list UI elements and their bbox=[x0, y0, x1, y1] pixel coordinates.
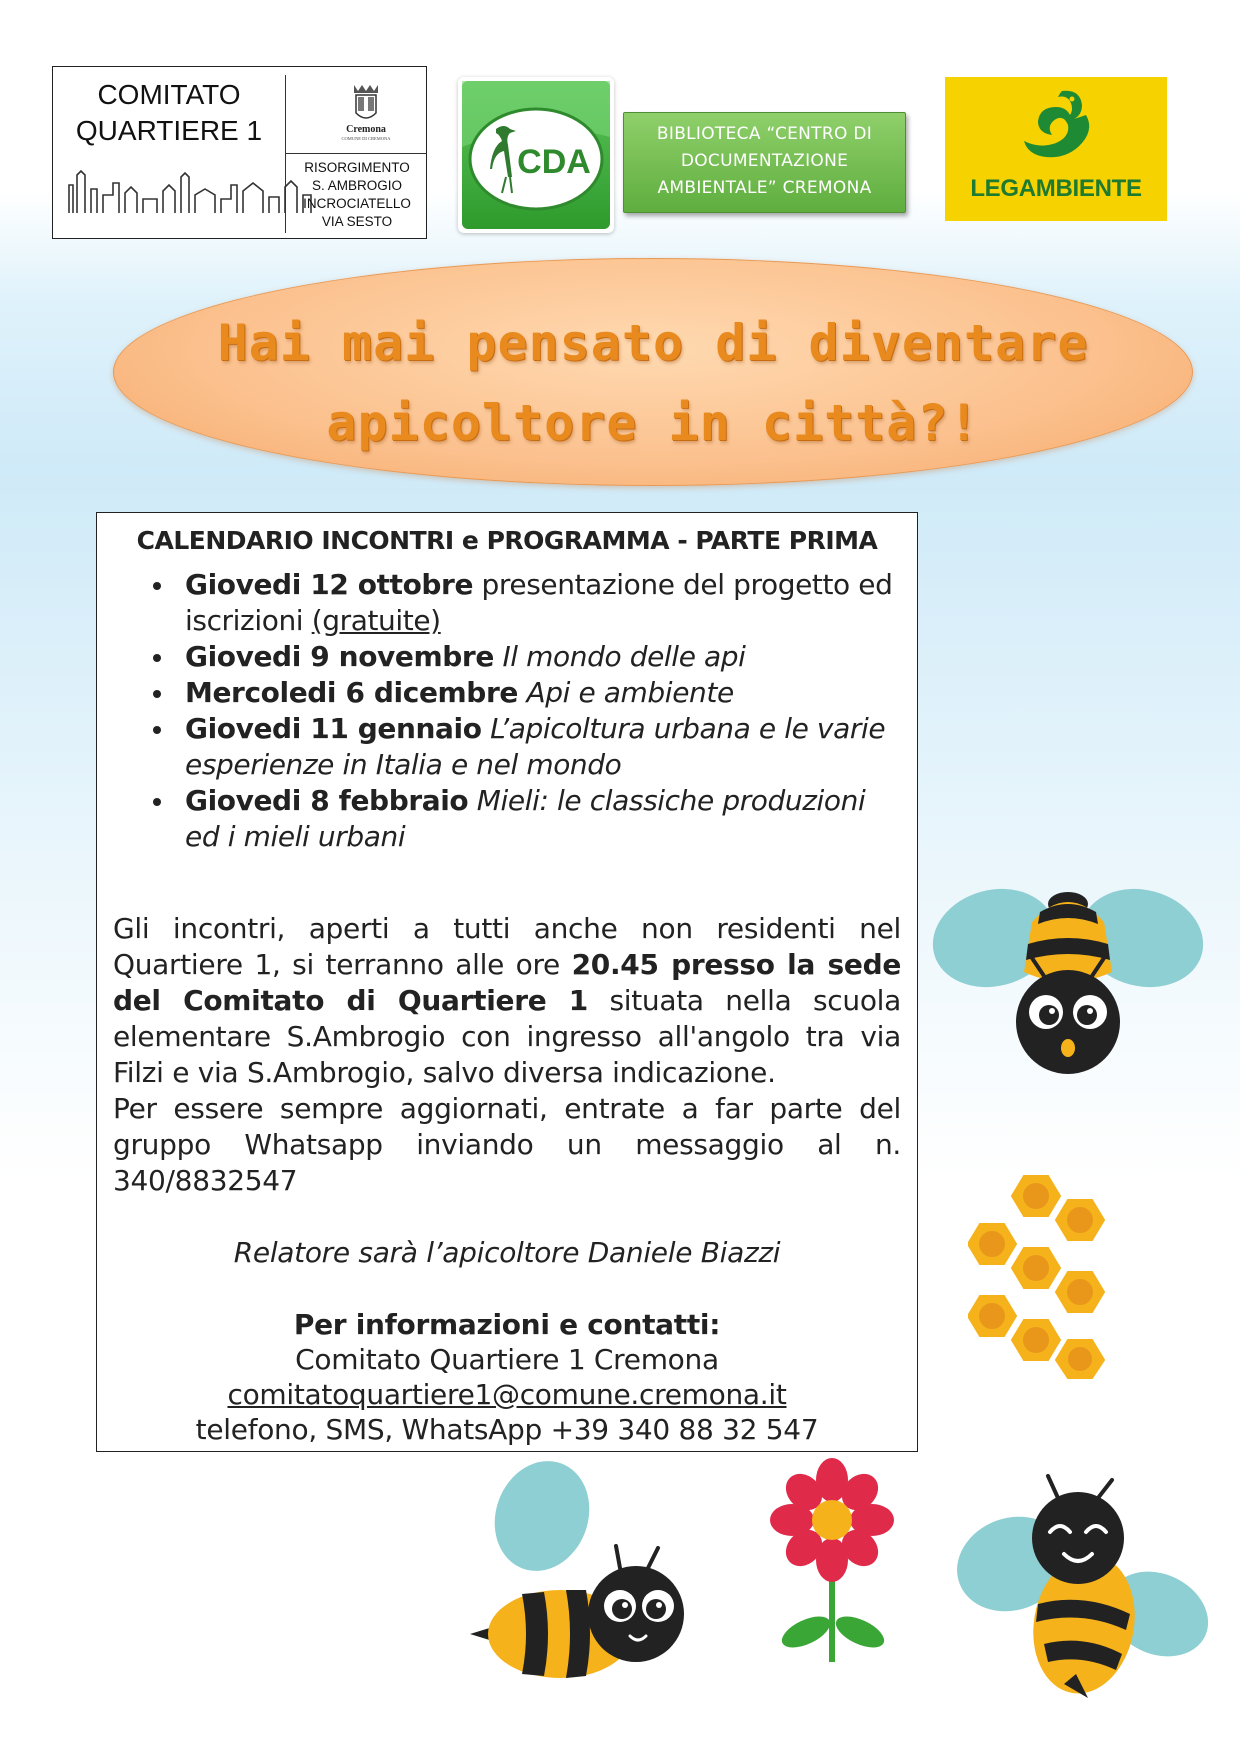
divider bbox=[285, 153, 427, 154]
headline-banner bbox=[113, 258, 1193, 486]
contacts-block bbox=[113, 1307, 901, 1447]
meeting-topic: L’apicoltura urbana e le varie esperienze in Italia e nel mondo bbox=[185, 712, 886, 781]
cda-logo bbox=[458, 77, 614, 233]
committee-logo bbox=[52, 66, 427, 239]
contacts-heading: Per informazioni e contatti: bbox=[293, 1308, 721, 1341]
cda-label: CDA bbox=[517, 143, 591, 181]
headline-text: Hai mai pensato di diventare apicoltore in città?! bbox=[217, 314, 1089, 452]
legambiente-label: LEGAMBIENTE bbox=[970, 175, 1142, 202]
list-item bbox=[185, 567, 901, 639]
list-item bbox=[185, 675, 901, 711]
legambiente-logo bbox=[945, 77, 1167, 221]
swan-icon bbox=[1016, 85, 1098, 167]
meeting-date: Giovedi 11 gennaio bbox=[185, 712, 482, 745]
meeting-date: Giovedi 8 febbraio bbox=[185, 784, 469, 817]
city-crest-icon bbox=[334, 81, 398, 143]
crest-city: Cremona bbox=[346, 124, 386, 135]
whatsapp-paragraph: Per essere sempre aggiornati, entrate a far parte del gruppo Whatsapp inviando un messaggio al n. 340/8832547 bbox=[113, 1092, 901, 1197]
library-label: BIBLIOTECA “CENTRO DI DOCUMENTAZIONE AMBIENTALE” CREMONA bbox=[623, 112, 906, 213]
meeting-topic: Api e ambiente bbox=[526, 676, 734, 709]
meeting-date: Giovedi 12 ottobre bbox=[185, 568, 474, 601]
meeting-topic: Il mondo delle api bbox=[502, 640, 746, 673]
crest-sub: COMUNE DI CREMONA bbox=[341, 136, 391, 141]
list-item bbox=[185, 783, 901, 855]
honeycomb-icon bbox=[968, 1172, 1130, 1380]
contacts-org: Comitato Quartiere 1 Cremona bbox=[295, 1343, 719, 1376]
flower-icon bbox=[768, 1456, 898, 1666]
bee-icon bbox=[928, 852, 1210, 1088]
meeting-topic: Mieli: le classiche produzioni ed i mieli urbani bbox=[185, 784, 866, 853]
info-box bbox=[96, 512, 918, 1452]
contacts-phone: telefono, SMS, WhatsApp +39 340 88 32 547 bbox=[195, 1413, 819, 1446]
schedule-list bbox=[113, 567, 901, 855]
paragraph-emphasis: 20.45 presso la sede del Comitato di Quartiere 1 bbox=[113, 948, 902, 1017]
paragraph-text: situata nella scuola elementare S.Ambrogio con ingresso all'angolo tra via Filzi e via S.Ambrogio, salvo diversa indicazione. bbox=[113, 984, 901, 1089]
list-item bbox=[185, 711, 901, 783]
meeting-text: presentazione del progetto ed iscrizioni bbox=[185, 568, 893, 637]
committee-area: RISORGIMENTO S. AMBROGIO INCROCIATELLO VIA SESTO bbox=[303, 160, 411, 229]
paragraph-text: Gli incontri, aperti a tutti anche non residenti nel Quartiere 1, si terranno alle ore bbox=[113, 912, 901, 981]
bee-icon bbox=[954, 1464, 1212, 1700]
list-item bbox=[185, 639, 901, 675]
schedule-heading: CALENDARIO INCONTRI e PROGRAMMA - PARTE PRIMA bbox=[136, 526, 878, 555]
meeting-date: Giovedi 9 novembre bbox=[185, 640, 494, 673]
speaker-line: Relatore sarà l’apicoltore Daniele Biazzi bbox=[233, 1236, 781, 1269]
contacts-email-link[interactable]: comitatoquartiere1@comune.cremona.it bbox=[227, 1378, 787, 1411]
meeting-note: (gratuite) bbox=[311, 604, 441, 637]
bee-icon bbox=[470, 1456, 688, 1678]
divider bbox=[285, 75, 286, 233]
meeting-date: Mercoledi 6 dicembre bbox=[185, 676, 518, 709]
committee-title: COMITATO QUARTIERE 1 bbox=[75, 79, 263, 146]
meeting-info-paragraph bbox=[113, 911, 901, 1091]
